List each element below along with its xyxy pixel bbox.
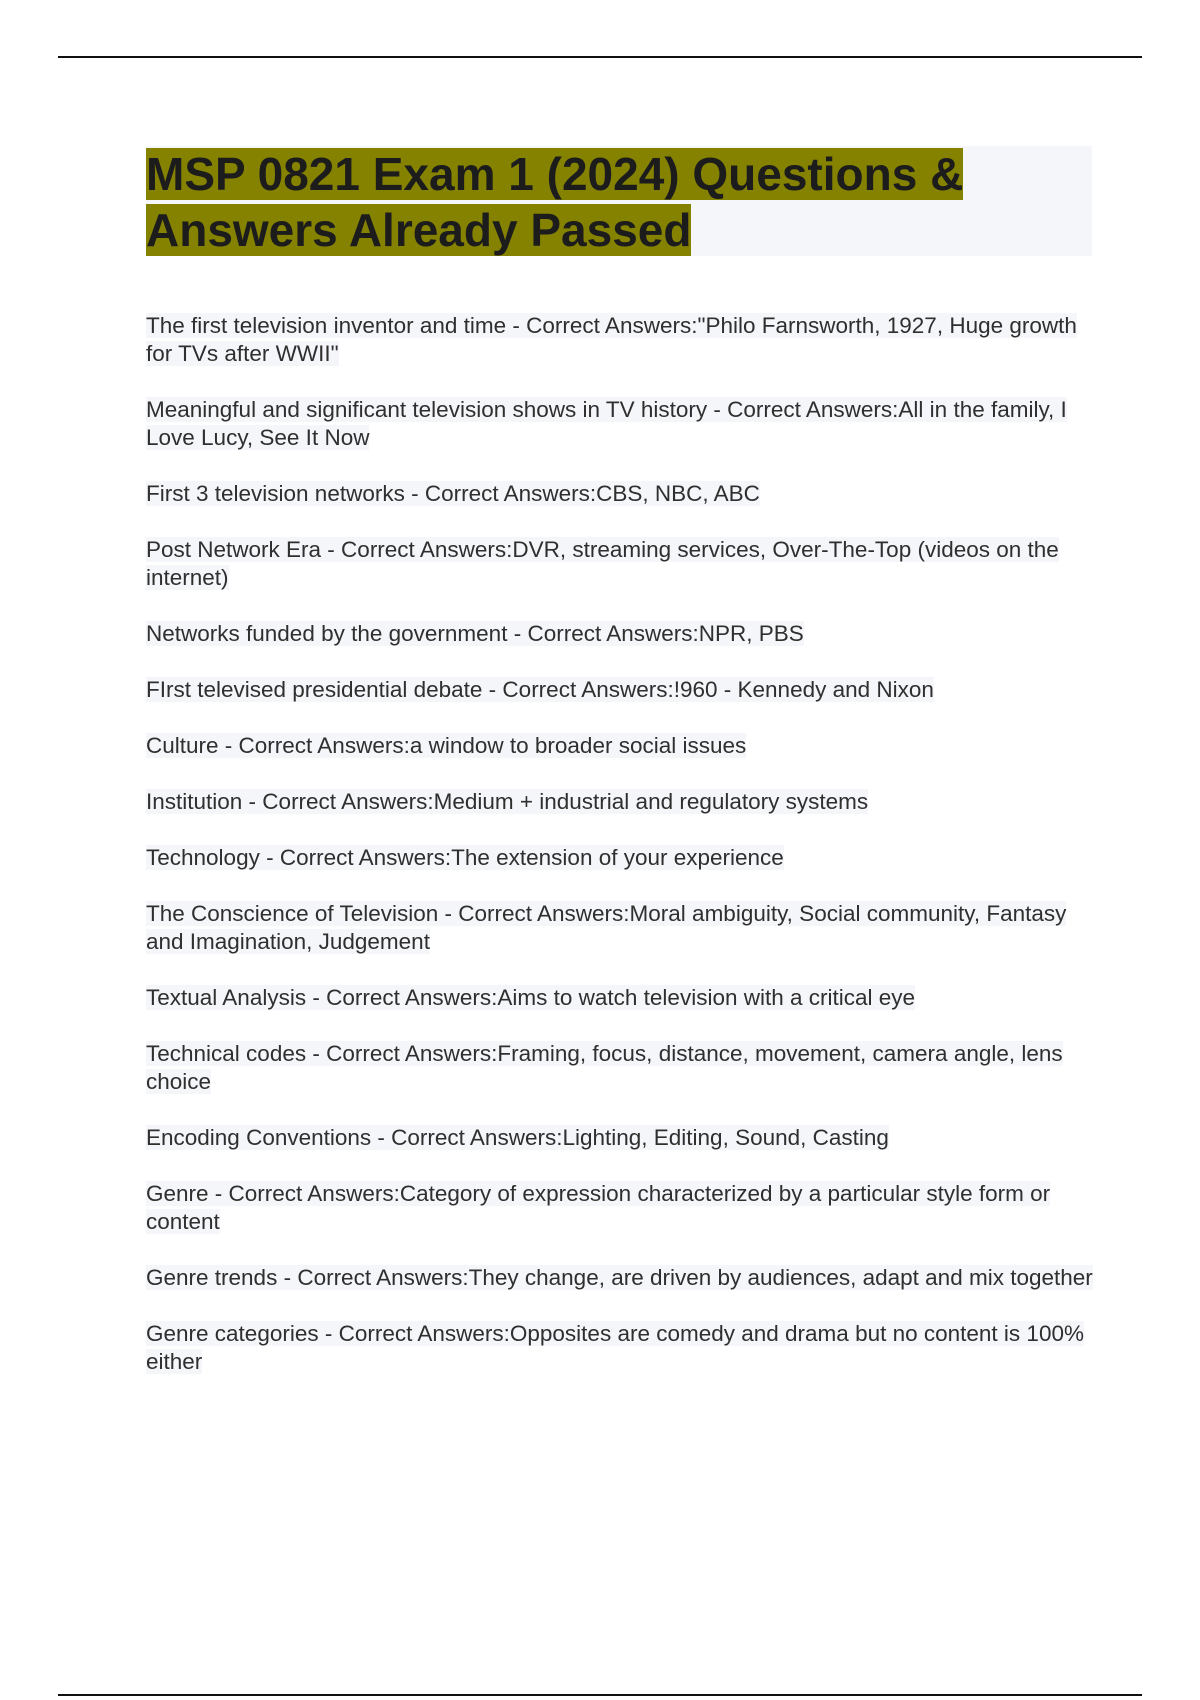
- qa-item: [146, 732, 1096, 760]
- qa-item-text: Networks funded by the government - Correct Answers:NPR, PBS: [146, 621, 804, 646]
- qa-item-text: Textual Analysis - Correct Answers:Aims to watch television with a critical eye: [146, 985, 916, 1010]
- qa-item: [146, 1264, 1096, 1292]
- qa-item-text: The first television inventor and time - Correct Answers:"Philo Farnsworth, 1927, Huge growth for TVs after WWII": [146, 313, 1077, 366]
- qa-item: [146, 480, 1096, 508]
- qa-item-text: Genre categories - Correct Answers:Opposites are comedy and drama but no content is 100% either: [146, 1321, 1084, 1374]
- qa-item-text: Meaningful and significant television shows in TV history - Correct Answers:All in the family, I Love Lucy, See It Now: [146, 397, 1067, 450]
- qa-item: [146, 1180, 1096, 1236]
- title-block: [146, 146, 1092, 256]
- qa-item: [146, 620, 1096, 648]
- qa-list: [146, 312, 1096, 1404]
- qa-item-text: Culture - Correct Answers:a window to broader social issues: [146, 733, 747, 758]
- qa-item: [146, 900, 1096, 956]
- qa-item: [146, 1124, 1096, 1152]
- qa-item-text: First 3 television networks - Correct Answers:CBS, NBC, ABC: [146, 481, 760, 506]
- bottom-rule: [58, 1694, 1142, 1696]
- qa-item: [146, 788, 1096, 816]
- qa-item-text: Technical codes - Correct Answers:Framing, focus, distance, movement, camera angle, lens choice: [146, 1041, 1063, 1094]
- qa-item-text: Technology - Correct Answers:The extension of your experience: [146, 845, 784, 870]
- qa-item: [146, 396, 1096, 452]
- qa-item: [146, 536, 1096, 592]
- qa-item-text: FIrst televised presidential debate - Correct Answers:!960 - Kennedy and Nixon: [146, 677, 934, 702]
- qa-item: [146, 1320, 1096, 1376]
- document-title: [146, 146, 1016, 258]
- qa-item-text: Institution - Correct Answers:Medium + industrial and regulatory systems: [146, 789, 869, 814]
- document-title-text: MSP 0821 Exam 1 (2024) Questions & Answers Already Passed: [146, 148, 964, 256]
- qa-item: [146, 1040, 1096, 1096]
- qa-item: [146, 676, 1096, 704]
- qa-item-text: Genre trends - Correct Answers:They change, are driven by audiences, adapt and mix together: [146, 1265, 1093, 1290]
- qa-item: [146, 984, 1096, 1012]
- qa-item-text: Encoding Conventions - Correct Answers:Lighting, Editing, Sound, Casting: [146, 1125, 889, 1150]
- top-rule: [58, 56, 1142, 58]
- qa-item-text: Genre - Correct Answers:Category of expression characterized by a particular style form or content: [146, 1181, 1051, 1234]
- qa-item-text: The Conscience of Television - Correct Answers:Moral ambiguity, Social community, Fantasy and Imagination, Judgement: [146, 901, 1067, 954]
- qa-item: [146, 312, 1096, 368]
- qa-item: [146, 844, 1096, 872]
- qa-item-text: Post Network Era - Correct Answers:DVR, streaming services, Over-The-Top (videos on the internet): [146, 537, 1059, 590]
